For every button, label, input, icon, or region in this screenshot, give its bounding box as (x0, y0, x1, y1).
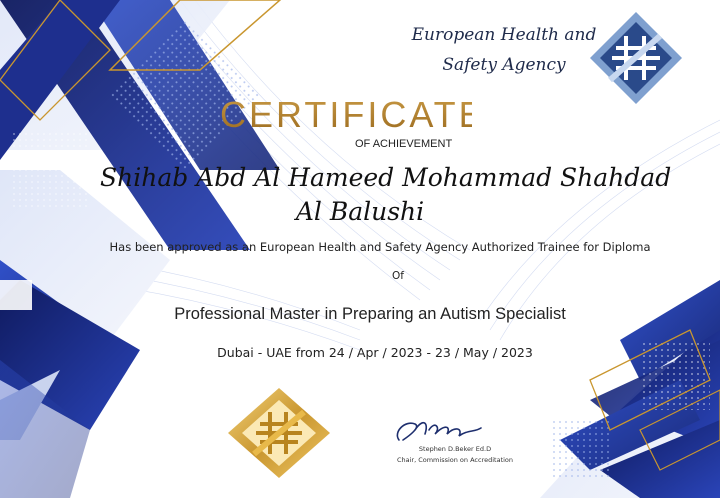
signatory-name: Stephen D.Beker Ed.D (418, 445, 492, 453)
organization-name-line2: Safety Agency (442, 55, 566, 75)
recipient-name-line2: Al Balushi (295, 197, 425, 226)
gold-diamond-seal-icon (226, 386, 332, 480)
certificate-title: CERTIFICATE (220, 94, 486, 135)
recipient-name-line1: Shihab Abd Al Hameed Mohammad Shahdad (100, 163, 672, 192)
organization-name-line1: European Health and (411, 25, 597, 45)
approval-statement: Has been approved as an European Health and Safety Agency Authorized Trainee for Diploma (109, 240, 651, 254)
signature-image (385, 410, 485, 450)
program-dates: Dubai - UAE from 24 / Apr / 2023 - 23 / May / 2023 (217, 345, 533, 360)
program-title: Professional Master in Preparing an Autism Specialist (174, 305, 566, 323)
signatory-role: Chair, Commission on Accreditation (396, 456, 514, 464)
of-label: Of (392, 270, 404, 282)
certificate-subtitle: OF ACHIEVEMENT (355, 138, 453, 150)
